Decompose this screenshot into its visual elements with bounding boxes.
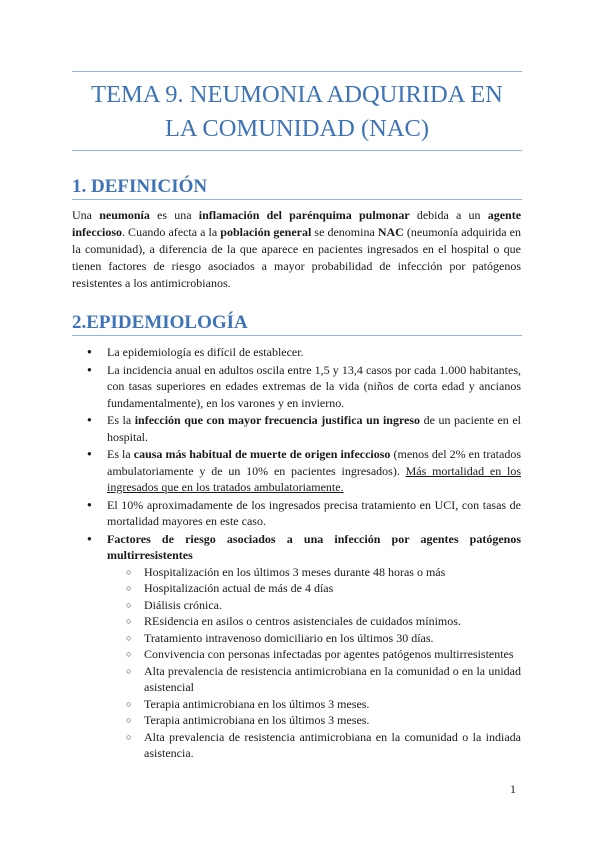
sub-list-item: ○ Convivencia con personas infectadas por agentes patógenos multirresistentes bbox=[107, 646, 521, 663]
page-title: TEMA 9. NEUMONIA ADQUIRIDA EN LA COMUNIDAD (NAC) bbox=[91, 81, 503, 142]
sub-list-item: ○ Alta prevalencia de resistencia antimicrobiana en la comunidad o en la unidad asistencial bbox=[107, 663, 521, 696]
risk-factor-list bbox=[107, 564, 521, 762]
title-rule-bottom bbox=[72, 150, 522, 151]
sub-list-item: ○ Terapia antimicrobiana en los últimos 3 meses. bbox=[107, 712, 521, 729]
list-item: ● La incidencia anual en adultos oscila entre 1,5 y 13,4 casos por cada 1.000 habitantes, con tasas superiores en edades extremas de la vida (niños de corta edad y ancianos fundamentalmente), en los varones y en invierno. bbox=[72, 362, 521, 412]
section-heading-epidemiologia: 2.EPIDEMIOLOGÍA bbox=[72, 312, 248, 333]
list-item: ● El 10% aproximadamente de los ingresados precisa tratamiento en UCI, con tasas de mortalidad mayores en este caso. bbox=[72, 497, 521, 530]
sub-list-item: ○ Hospitalización actual de más de 4 días bbox=[107, 580, 521, 597]
sub-list-item: ○ REsidencia en asilos o centros asistenciales de cuidados mínimos. bbox=[107, 613, 521, 630]
definition-paragraph: Una neumonía es una inflamación del parénquima pulmonar debida a un agente infeccioso. Cuando afecta a la población general se denomina NAC (neumonía adquirida en la comunidad), a diferencia de la que aparece en pacientes ingresados en el hospital o que tienen factores de riesgo asociados a mayor probabilidad de infección por patógenos resistentes a los antimicrobianos. bbox=[72, 208, 522, 290]
sub-list-item: ○ Hospitalización en los últimos 3 meses durante 48 horas o más bbox=[107, 564, 521, 581]
title-rule-top bbox=[72, 71, 522, 72]
page-number: 1 bbox=[510, 782, 516, 796]
epidemiology-list bbox=[72, 344, 521, 763]
list-item: ● Factores de riesgo asociados a una infección por agentes patógenos multirresistentes ○ Hospitalización en los últimos 3 meses durante 48 horas o más ○ Hospitalización actual de más de 4 días ○ Diálisis crónica. ○ REsidencia en asilos o centros asistenciales de cuidados mínimos. ○ Tratamiento intravenoso domiciliario en los últimos 30 días. ○ Convivencia con personas infectadas por agentes patógenos multirresistentes ○ Alta prevalencia de resistencia antimicrobiana en la comunidad o en la unidad asistencial ○ Terapia antimicrobiana en los últimos 3 meses. ○ Terapia antimicrobiana en los últimos 3 meses. ○ Alta prevalencia de resistencia antimicrobiana en la comunidad o la indiada asistencia. bbox=[72, 531, 521, 762]
list-item: ● Es la infección que con mayor frecuencia justifica un ingreso de un paciente en el hospital. bbox=[72, 412, 521, 445]
sub-list-item: ○ Tratamiento intravenoso domiciliario en los últimos 30 días. bbox=[107, 630, 521, 647]
list-item: ● Es la causa más habitual de muerte de origen infeccioso (menos del 2% en tratados ambulatoriamente y de un 10% en pacientes ingresados). Más mortalidad en los ingresados que en los tratados ambulatoriamente. bbox=[72, 446, 521, 496]
section-heading-definicion: 1. DEFINICIÓN bbox=[72, 176, 208, 197]
section-rule-definicion bbox=[72, 199, 522, 200]
sub-list-item: ○ Terapia antimicrobiana en los últimos 3 meses. bbox=[107, 696, 521, 713]
section-rule-epidemiologia bbox=[72, 335, 522, 336]
list-item: ● La epidemiología es difícil de establecer. bbox=[72, 344, 521, 361]
sub-list-item: ○ Diálisis crónica. bbox=[107, 597, 521, 614]
sub-list-item: ○ Alta prevalencia de resistencia antimicrobiana en la comunidad o la indiada asistencia. bbox=[107, 729, 521, 762]
